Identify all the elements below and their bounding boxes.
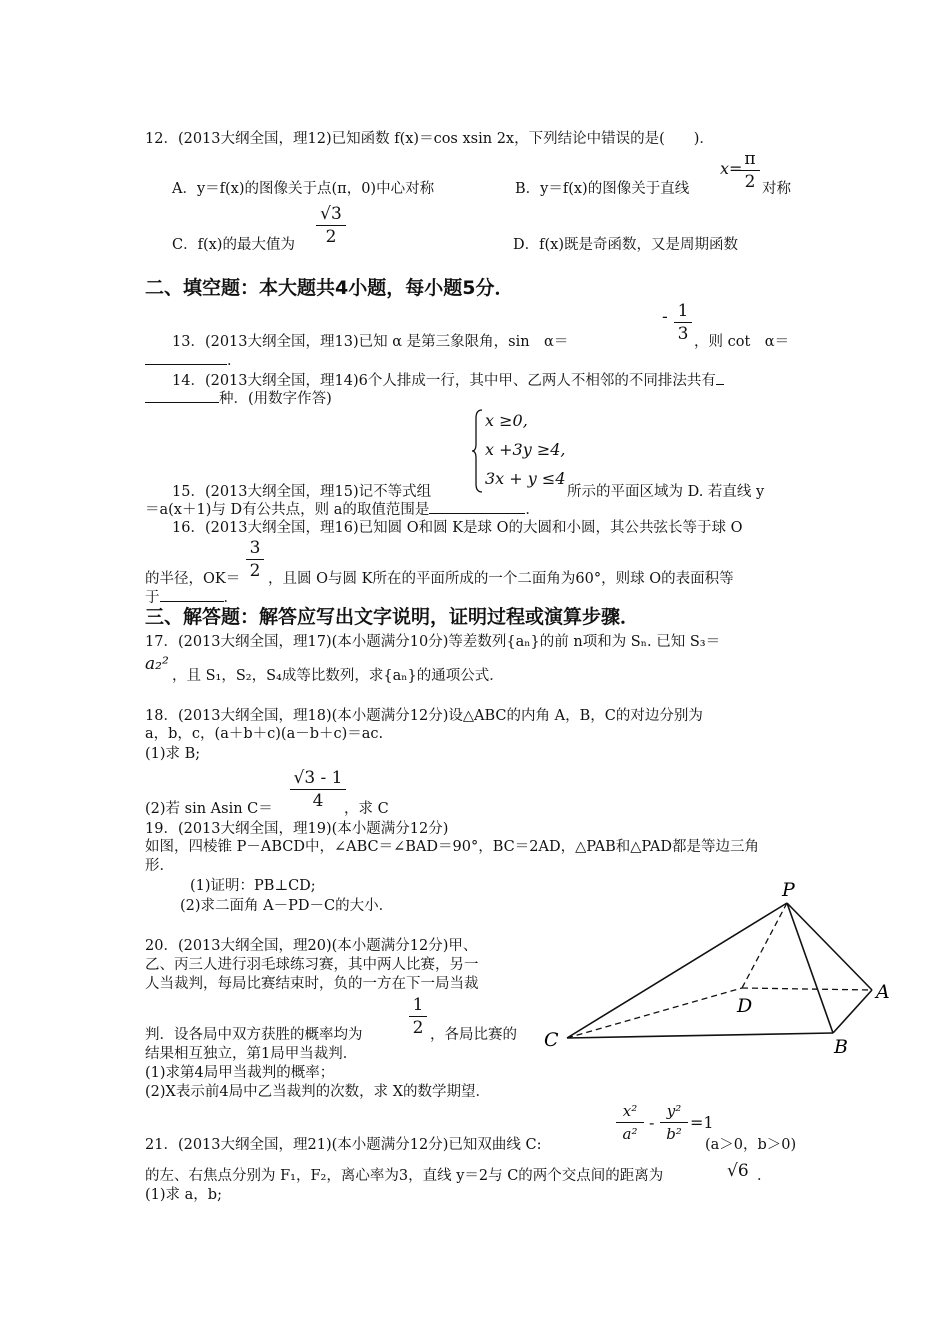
edge-da (742, 988, 872, 990)
q17-a2-squared: a₂² (145, 654, 169, 674)
edge-cd (567, 988, 742, 1038)
q19-line1: 19．(2013大纲全国，理19)(本小题满分12分) (145, 821, 449, 837)
q21-part1: (1)求 a，b; (145, 1187, 222, 1203)
q12-option-b-text: B．y＝f(x)的图像关于直线 (515, 181, 690, 197)
q20-line5: 结果相互独立，第1局甲当裁判． (145, 1046, 358, 1062)
inequality-2: x +3y ≥4, (485, 440, 566, 459)
q19-part1: (1)证明：PB⊥CD; (190, 878, 316, 894)
edge-ba (833, 990, 872, 1033)
q16-line1: 16．(2013大纲全国，理16)已知圆 O和圆 K是球 O的大圆和小圆，其公共弦长等于球 O (172, 520, 743, 536)
q13-line2-end: ． (227, 353, 242, 369)
fraction-denominator: b² (660, 1122, 688, 1145)
q15-line2-end: ． (525, 502, 540, 518)
fraction-denominator: 2 (740, 170, 760, 193)
q21-minus-sign: - (649, 1113, 655, 1132)
fraction-denominator: a² (616, 1122, 644, 1145)
edge-pb (787, 903, 833, 1033)
q15-system (485, 406, 566, 493)
q13-fraction (674, 300, 692, 345)
fraction-denominator: 4 (290, 789, 346, 812)
q13-line1: 13．(2013大纲全国，理13)已知 α 是第三象限角，sin α＝ (172, 334, 569, 350)
pyramid-figure (540, 880, 900, 1070)
fraction-numerator: √3 (320, 204, 342, 224)
q17-line2: ，且 S₁，S₂，S₄成等比数列，求{aₙ}的通项公式． (172, 668, 504, 684)
q14-line1 (172, 372, 724, 390)
fraction-numerator: 1 (412, 995, 424, 1015)
fraction-numerator: √3 - 1 (293, 768, 343, 788)
fraction-numerator: 1 (677, 301, 689, 321)
answer-blank[interactable] (145, 402, 219, 403)
answer-blank[interactable] (160, 601, 224, 602)
q16-fraction (246, 537, 264, 582)
fraction-numerator: 3 (249, 538, 261, 558)
answer-blank[interactable] (145, 364, 227, 365)
edge-pc (567, 903, 787, 1038)
q18-fraction (290, 767, 346, 812)
inequality-1: x ≥0, (485, 411, 528, 430)
q15-line1: 15．(2013大纲全国，理15)记不等式组 (172, 484, 432, 500)
q12-option-b-x: x= (720, 159, 743, 178)
label-c: C (544, 1029, 559, 1051)
q15-line2 (145, 501, 540, 519)
q12-option-d: D．f(x)既是奇函数，又是周期函数 (513, 237, 738, 253)
label-p: P (782, 880, 795, 901)
q20-fraction (409, 994, 427, 1039)
q20-line4-end: ，各局比赛的 (430, 1027, 517, 1043)
section-3-title: 三、解答题：解答应写出文字说明，证明过程或演算步骤． (145, 606, 640, 628)
q13-line1-end: ，则 cot α＝ (694, 334, 790, 350)
q21-line2-end: ． (757, 1168, 772, 1184)
q21-line1: 21．(2013大纲全国，理21)(本小题满分12分)已知双曲线 C: (145, 1137, 542, 1153)
q12-stem: 12．(2013大纲全国，理12)已知函数 f(x)＝cos xsin 2x，下列结论中错误的是( )． (145, 131, 714, 147)
q18-line2: a，b，c，(a＋b＋c)(a－b＋c)＝ac. (145, 726, 384, 742)
q15-line1-end: 所示的平面区域为 D. 若直线 y (567, 484, 765, 500)
fraction-numerator: x² (622, 1102, 638, 1120)
q20-part2: (2)X表示前4局中乙当裁判的次数，求 X的数学期望． (145, 1084, 491, 1100)
edge-pa (787, 903, 872, 990)
q13-line2 (145, 352, 242, 370)
q12-option-b-end: 对称 (762, 181, 791, 197)
inequality-3: 3x + y ≤4 (485, 469, 566, 488)
q12-option-b-fraction (740, 148, 760, 193)
q18-part2: (2)若 sin Asin C＝ (145, 801, 273, 817)
answer-blank[interactable] (716, 384, 724, 385)
edge-cb (567, 1033, 833, 1038)
q20-part1: (1)求第4局甲当裁判的概率； (145, 1065, 335, 1081)
edge-pd (742, 903, 787, 988)
fraction-denominator: 2 (246, 559, 264, 582)
q15-line2-text: ＝a(x＋1)与 D有公共点，则 a的取值范围是 (145, 502, 430, 518)
answer-blank[interactable] (429, 513, 525, 514)
fraction-numerator: π (744, 149, 756, 169)
q14-line2 (145, 390, 332, 408)
q21-fraction-x (616, 1100, 644, 1145)
q12-option-c-text: C．f(x)的最大值为 (172, 237, 295, 253)
q20-line2: 乙、丙三人进行羽毛球练习赛，其中两人比赛，另一 (145, 957, 479, 973)
q16-line3-text: 于 (145, 590, 160, 606)
q12-option-c-fraction (316, 203, 346, 248)
fraction-numerator: y² (666, 1102, 682, 1120)
q18-line1: 18．(2013大纲全国，理18)(本小题满分12分)设△ABC的内角 A，B，C的对边分别为 (145, 708, 703, 724)
label-d: D (737, 995, 753, 1017)
q21-fraction-y (660, 1100, 688, 1145)
q19-line3: 形． (145, 858, 174, 874)
q15-system-brace (472, 408, 484, 494)
q16-line3-end: ． (223, 590, 238, 606)
q16-line2: 的半径，OK＝ (145, 571, 241, 587)
q20-line3: 人当裁判，每局比赛结束时，负的一方在下一局当裁 (145, 976, 479, 992)
q21-line2: 的左、右焦点分别为 F₁，F₂，离心率为3，直线 y＝2与 C的两个交点间的距离为 (145, 1168, 664, 1184)
q18-part2-end: ，求 C (344, 801, 389, 817)
q19-line2: 如图，四棱锥 P－ABCD中，∠ABC＝∠BAD＝90°，BC＝2AD，△PAB和△PAD都是等边三角 (145, 839, 759, 855)
label-a: A (876, 981, 890, 1003)
q14-line1-text: 14．(2013大纲全国，理14)6个人排成一行，其中甲、乙两人不相邻的不同排法共有 (172, 373, 716, 389)
q12-option-a: A．y＝f(x)的图像关于点(π，0)中心对称 (172, 181, 435, 197)
q13-minus-sign: - (662, 307, 668, 327)
q14-line2-text: 种．(用数字作答) (219, 391, 332, 407)
fraction-denominator: 2 (409, 1016, 427, 1039)
q21-sqrt6: √6 (727, 1161, 749, 1181)
fraction-denominator: 3 (674, 322, 692, 345)
section-2-title: 二、填空题：本大题共4小题，每小题5分． (145, 277, 514, 299)
fraction-denominator: 2 (316, 225, 346, 248)
q20-line1: 20．(2013大纲全国，理20)(本小题满分12分)甲、 (145, 938, 478, 954)
label-b: B (834, 1036, 848, 1058)
q19-part2: (2)求二面角 A－PD－C的大小． (180, 898, 394, 914)
q17-line1: 17．(2013大纲全国，理17)(本小题满分10分)等差数列{aₙ}的前 n项和为 Sₙ. 已知 S₃＝ (145, 634, 721, 650)
q20-line4: 判．设各局中双方获胜的概率均为 (145, 1027, 363, 1043)
q21-equation-rhs: =1 (690, 1113, 714, 1132)
q18-part1: (1)求 B; (145, 746, 201, 762)
q21-condition: (a＞0，b＞0) (705, 1137, 797, 1153)
q16-line2-end: ，且圆 O与圆 K所在的平面所成的一个二面角为60°，则球 O的表面积等 (268, 571, 734, 587)
